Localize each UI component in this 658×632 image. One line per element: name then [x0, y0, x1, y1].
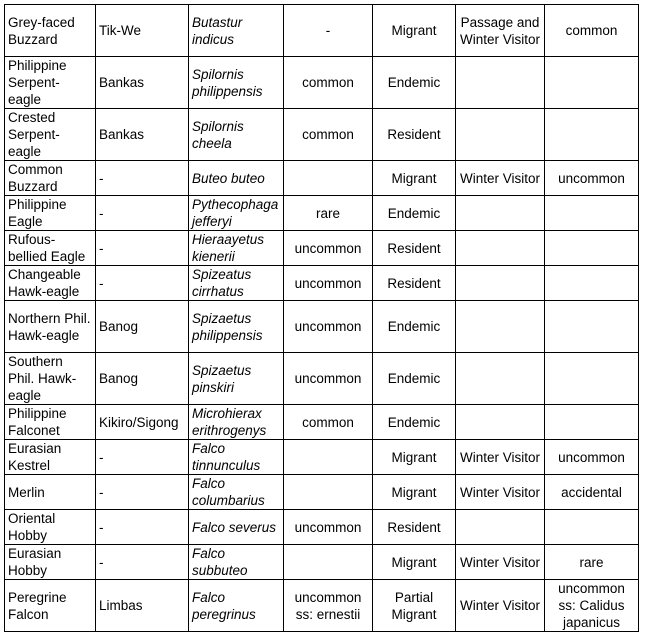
migrant-abundance: [545, 405, 639, 440]
scientific-name: Falco severus: [189, 510, 284, 545]
migrant-type: [456, 266, 545, 301]
residency-status: Endemic: [373, 196, 456, 231]
local-name: -: [96, 545, 189, 580]
migrant-type: Passage and Winter Visitor: [456, 5, 545, 57]
table-row: [5, 580, 639, 632]
local-name: -: [96, 440, 189, 475]
resident-abundance: [284, 161, 373, 196]
scientific-name: Microhierax erithrogenys: [189, 405, 284, 440]
species-common-name: Grey-faced Buzzard: [5, 5, 96, 57]
migrant-type: Winter Visitor: [456, 161, 545, 196]
scientific-name: Butastur indicus: [189, 5, 284, 57]
residency-status: Migrant: [373, 161, 456, 196]
resident-abundance: [284, 475, 373, 510]
local-name: -: [96, 196, 189, 231]
species-common-name: Common Buzzard: [5, 161, 96, 196]
local-name: Bankas: [96, 57, 189, 109]
residency-status: Endemic: [373, 57, 456, 109]
species-common-name: Eurasian Kestrel: [5, 440, 96, 475]
residency-status: Resident: [373, 109, 456, 161]
migrant-abundance: [545, 196, 639, 231]
local-name: -: [96, 475, 189, 510]
local-name: Kikiro/Sigong: [96, 405, 189, 440]
migrant-type: [456, 109, 545, 161]
scientific-name: Pythecophaga jefferyi: [189, 196, 284, 231]
residency-status: Migrant: [373, 545, 456, 580]
scientific-name: Spizaetus philippensis: [189, 301, 284, 353]
table-row: [5, 475, 639, 510]
resident-abundance: [284, 545, 373, 580]
table-row: [5, 161, 639, 196]
scientific-name: Falco peregrinus: [189, 580, 284, 632]
species-common-name: Philippine Falconet: [5, 405, 96, 440]
residency-status: Endemic: [373, 405, 456, 440]
table-row: [5, 196, 639, 231]
scientific-name: Spilornis cheela: [189, 109, 284, 161]
residency-status: Migrant: [373, 475, 456, 510]
migrant-abundance: [545, 109, 639, 161]
local-name: Limbas: [96, 580, 189, 632]
table-row: [5, 440, 639, 475]
species-common-name: Philippine Serpent-eagle: [5, 57, 96, 109]
scientific-name: Falco subbuteo: [189, 545, 284, 580]
species-common-name: Southern Phil. Hawk-eagle: [5, 353, 96, 405]
local-name: -: [96, 266, 189, 301]
scientific-name: Spizeatus cirrhatus: [189, 266, 284, 301]
residency-status: Resident: [373, 231, 456, 266]
local-name: -: [96, 161, 189, 196]
local-name: -: [96, 231, 189, 266]
scientific-name: Buteo buteo: [189, 161, 284, 196]
species-common-name: Peregrine Falcon: [5, 580, 96, 632]
migrant-type: Winter Visitor: [456, 440, 545, 475]
resident-abundance: common: [284, 57, 373, 109]
resident-abundance: uncommon: [284, 266, 373, 301]
migrant-type: Winter Visitor: [456, 475, 545, 510]
migrant-abundance: rare: [545, 545, 639, 580]
migrant-abundance: [545, 266, 639, 301]
residency-status: Endemic: [373, 301, 456, 353]
resident-abundance: -: [284, 5, 373, 57]
table-row: [5, 266, 639, 301]
residency-status: Migrant: [373, 440, 456, 475]
resident-abundance: rare: [284, 196, 373, 231]
migrant-type: [456, 405, 545, 440]
migrant-type: [456, 231, 545, 266]
local-name: -: [96, 510, 189, 545]
local-name: Tik-We: [96, 5, 189, 57]
local-name: Banog: [96, 301, 189, 353]
migrant-abundance: accidental: [545, 475, 639, 510]
resident-abundance: common: [284, 109, 373, 161]
migrant-type: [456, 510, 545, 545]
migrant-abundance: uncommon: [545, 440, 639, 475]
table-row: [5, 405, 639, 440]
residency-status: Resident: [373, 266, 456, 301]
residency-status: Partial Migrant: [373, 580, 456, 632]
species-common-name: Rufous-bellied Eagle: [5, 231, 96, 266]
table-row: [5, 353, 639, 405]
migrant-abundance: [545, 353, 639, 405]
table-row: [5, 231, 639, 266]
residency-status: Resident: [373, 510, 456, 545]
migrant-abundance: uncommon ss: Calidus japanicus: [545, 580, 639, 632]
migrant-type: [456, 301, 545, 353]
species-common-name: Philippine Eagle: [5, 196, 96, 231]
species-common-name: Crested Serpent-eagle: [5, 109, 96, 161]
migrant-type: Winter Visitor: [456, 545, 545, 580]
migrant-abundance: [545, 231, 639, 266]
species-common-name: Oriental Hobby: [5, 510, 96, 545]
migrant-type: [456, 57, 545, 109]
local-name: Bankas: [96, 109, 189, 161]
migrant-abundance: [545, 301, 639, 353]
raptor-species-table: [4, 4, 639, 632]
resident-abundance: uncommon ss: ernestii: [284, 580, 373, 632]
migrant-abundance: [545, 57, 639, 109]
migrant-type: Winter Visitor: [456, 580, 545, 632]
migrant-abundance: [545, 510, 639, 545]
migrant-abundance: uncommon: [545, 161, 639, 196]
residency-status: Migrant: [373, 5, 456, 57]
resident-abundance: uncommon: [284, 301, 373, 353]
species-common-name: Eurasian Hobby: [5, 545, 96, 580]
table-row: [5, 545, 639, 580]
species-common-name: Changeable Hawk-eagle: [5, 266, 96, 301]
migrant-type: [456, 196, 545, 231]
scientific-name: Falco tinnunculus: [189, 440, 284, 475]
scientific-name: Spizaetus pinskiri: [189, 353, 284, 405]
resident-abundance: [284, 440, 373, 475]
residency-status: Endemic: [373, 353, 456, 405]
species-common-name: Merlin: [5, 475, 96, 510]
local-name: Banog: [96, 353, 189, 405]
table-row: [5, 301, 639, 353]
scientific-name: Hieraayetus kienerii: [189, 231, 284, 266]
table-row: [5, 57, 639, 109]
resident-abundance: uncommon: [284, 353, 373, 405]
scientific-name: Falco columbarius: [189, 475, 284, 510]
resident-abundance: uncommon: [284, 510, 373, 545]
resident-abundance: common: [284, 405, 373, 440]
scientific-name: Spilornis philippensis: [189, 57, 284, 109]
table-row: [5, 510, 639, 545]
migrant-type: [456, 353, 545, 405]
species-common-name: Northern Phil. Hawk-eagle: [5, 301, 96, 353]
resident-abundance: uncommon: [284, 231, 373, 266]
migrant-abundance: common: [545, 5, 639, 57]
table-row: [5, 109, 639, 161]
table-row: [5, 5, 639, 57]
